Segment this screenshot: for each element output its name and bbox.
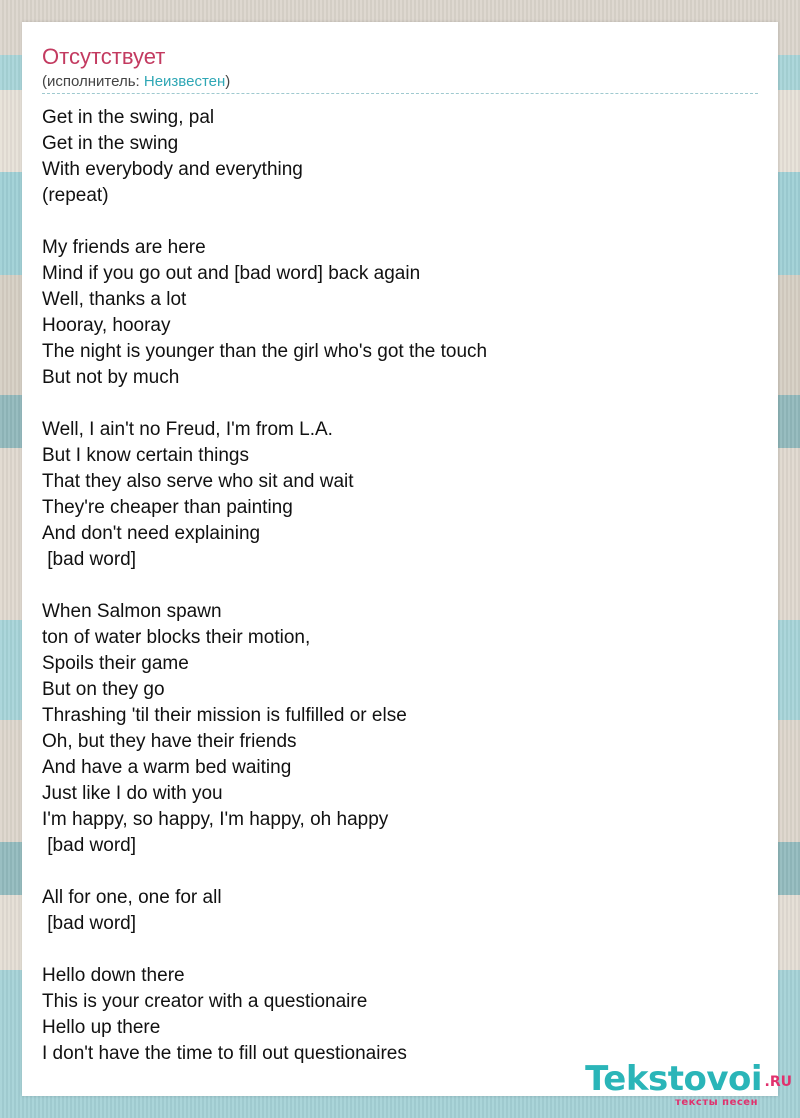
lyric-line: I'm happy, so happy, I'm happy, oh happy	[42, 809, 389, 830]
logo-wordmark: Tekstovoi	[585, 1059, 762, 1099]
lyric-line: The night is younger than the girl who's got the touch	[42, 341, 488, 362]
lyric-line: Oh, but they have their friends	[42, 731, 297, 752]
artist-link[interactable]: Неизвестен	[143, 73, 226, 90]
lyric-line: Hooray, hooray	[42, 315, 171, 336]
song-title: Отсутствует	[42, 44, 166, 69]
lyric-line: All for one, one for all	[42, 887, 222, 908]
artist-line	[42, 73, 230, 91]
stanza-break	[42, 391, 758, 417]
stanza-break	[42, 859, 758, 885]
lyric-line: (repeat)	[42, 185, 109, 206]
lyrics-card	[22, 22, 778, 1099]
lyric-line: That they also serve who sit and wait	[42, 471, 354, 492]
lyric-line: Hello down there	[42, 965, 185, 986]
stanza-break	[42, 573, 758, 599]
lyric-line: And have a warm bed waiting	[42, 757, 292, 778]
title-divider	[42, 93, 758, 94]
lyric-line: This is your creator with a questionaire	[42, 991, 368, 1012]
lyric-line: [bad word]	[42, 549, 136, 570]
lyric-line: Mind if you go out and [bad word] back again	[42, 263, 421, 284]
lyric-line: Well, thanks a lot	[42, 289, 187, 310]
site-logo[interactable]	[582, 1060, 792, 1110]
lyric-line: ton of water blocks their motion,	[42, 627, 311, 648]
lyrics-body	[42, 105, 758, 1067]
lyric-line: And don't need explaining	[42, 523, 261, 544]
artist-suffix: )	[225, 73, 231, 90]
lyric-line: Get in the swing	[42, 133, 179, 154]
lyric-line: Get in the swing, pal	[42, 107, 215, 128]
lyric-line: [bad word]	[42, 913, 136, 934]
stanza-break	[42, 937, 758, 963]
lyric-line: Just like I do with you	[42, 783, 223, 804]
lyric-line: They're cheaper than painting	[42, 497, 293, 518]
lyric-line: Spoils their game	[42, 653, 189, 674]
lyric-line: Well, I ain't no Freud, I'm from L.A.	[42, 419, 333, 440]
lyric-line: Hello up there	[42, 1017, 161, 1038]
lyric-line: I don't have the time to fill out questionaires	[42, 1043, 407, 1064]
logo-tld: .RU	[764, 1074, 792, 1090]
logo-tagline: тексты песен	[675, 1097, 758, 1108]
lyric-line: But I know certain things	[42, 445, 249, 466]
lyric-line: [bad word]	[42, 835, 136, 856]
lyric-line: But not by much	[42, 367, 180, 388]
stanza-break	[42, 209, 758, 235]
lyric-line: But on they go	[42, 679, 165, 700]
lyric-line: With everybody and everything	[42, 159, 303, 180]
artist-prefix: (исполнитель:	[42, 73, 144, 90]
lyric-line: When Salmon spawn	[42, 601, 222, 622]
lyric-line: My friends are here	[42, 237, 206, 258]
lyric-line: Thrashing 'til their mission is fulfilled or else	[42, 705, 407, 726]
